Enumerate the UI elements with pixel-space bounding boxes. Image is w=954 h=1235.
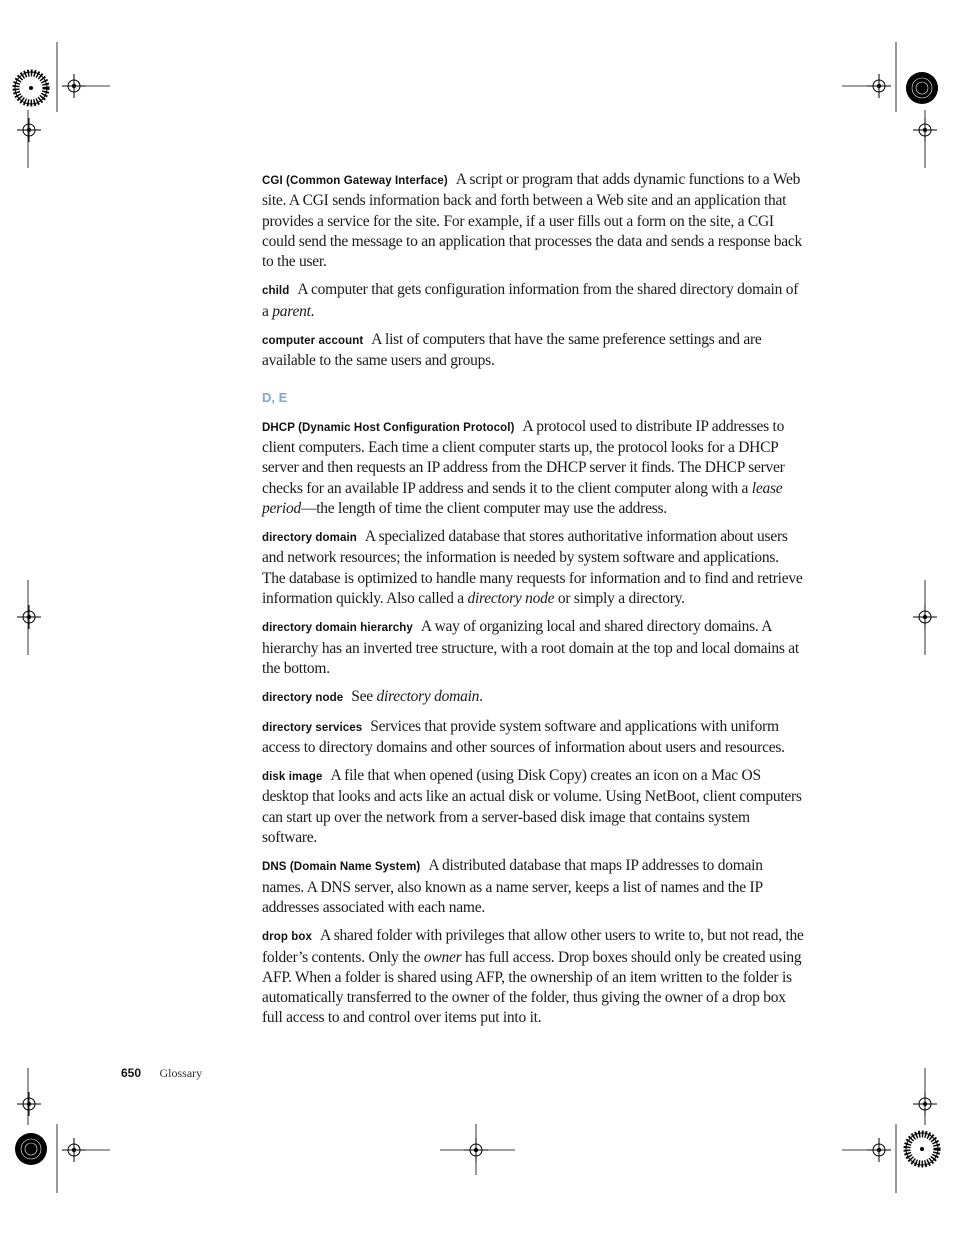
cross-reference-term: lease period [262,479,783,517]
page-number: 650 [121,1066,142,1080]
definition-text: A script or program that adds dynamic functions to a Web site. A CGI sends information back and forth between a Web site and an application that provides a service for the site. For example, if a user fills out a form on the site, a CGI could send the message to an application that processes the data and sends a response back to the user. [262,171,803,271]
glossary-entry [262,417,804,519]
glossary-definition [351,688,483,705]
glossary-entry [262,280,804,322]
glossary-entry [262,766,804,848]
cross-reference-term: directory node [467,590,555,608]
glossary-term: disk image [262,771,323,784]
glossary-entry [262,687,804,708]
glossary-term: computer account [262,335,364,348]
glossary-entry [262,856,804,918]
cross-reference-term: parent [272,302,311,320]
glossary-entries-d-e [262,417,804,1029]
glossary-content [262,170,804,1037]
glossary-entry [262,617,804,679]
glossary-term: directory node [262,692,344,705]
glossary-term: DHCP (Dynamic Host Configuration Protocol) [262,421,515,434]
definition-text: —the length of time the client computer may use the address. [300,499,667,517]
definition-text: . [310,302,315,320]
glossary-term: directory services [262,721,363,734]
glossary-entry [262,717,804,759]
glossary-definition [262,767,802,846]
definition-text: Services that provide system software and applications with uniform access to directory domains and other sources of information about users and resources. [262,717,785,756]
glossary-term: DNS (Domain Name System) [262,861,421,874]
definition-text: or simply a directory. [554,590,685,608]
glossary-term: directory domain hierarchy [262,622,413,635]
definition-text: A file that when opened (using Disk Copy) creates an icon on a Mac OS desktop that looks and acts like an actual disk or volume. Using NetBoot, client computers can start up over the network from a server-based disk image that contains system software. [262,767,802,847]
glossary-entry [262,527,804,609]
definition-text: A distributed database that maps IP addresses to domain names. A DNS server, also known as a name server, keeps a list of names and the IP addresses associated with each name. [262,857,763,916]
definition-text: A shared folder with privileges that allow other users to write to, but not read, the folder’s contents. Only the [262,927,804,966]
definition-text: A specialized database that stores authoritative information about users and network resources; the information is needed by system software and applications. The database is optimized to handle many requests for information and to find and retrieve information quickly. Also called a [262,528,803,608]
glossary-term: CGI (Common Gateway Interface) [262,175,448,187]
glossary-entry [262,926,804,1028]
definition-text: . [479,688,483,706]
glossary-definition [262,281,798,319]
page-footer [121,1064,202,1082]
glossary-definition [262,927,804,1026]
definition-text: A way of organizing local and shared directory domains. A hierarchy has an inverted tree structure, with a root domain at the top and local domains at the bottom. [262,618,799,677]
cross-reference-term: owner [423,948,462,966]
glossary-term: child [262,285,290,298]
glossary-term: directory domain [262,532,357,545]
glossary-entry [262,330,804,372]
definition-text: See [351,688,377,706]
section-heading: D, E [262,389,288,405]
glossary-entries-c [262,170,804,372]
cross-reference-term: directory domain [376,688,480,706]
footer-section-label: Glossary [159,1066,203,1080]
definition-text: A computer that gets configuration information from the shared directory domain of a [262,281,799,320]
definition-text: has full access. Drop boxes should only be created using AFP. When a folder is shared using AFP, the ownership of an item written to the folder is automatically transferred to the owner of the folder, thus giving the owner of a drop box full access to and control over items put into it. [262,948,802,1027]
definition-text: A protocol used to distribute IP addresses to client computers. Each time a client computer starts up, the protocol looks for a DHCP server and then requests an IP address from the DHCP server it finds. The DHCP server checks for an available IP address and sends it to the client computer along with a [262,417,785,497]
glossary-term: drop box [262,931,312,944]
glossary-entry [262,170,804,272]
definition-text: A list of computers that have the same preference settings and are available to the same users and groups. [262,331,762,370]
